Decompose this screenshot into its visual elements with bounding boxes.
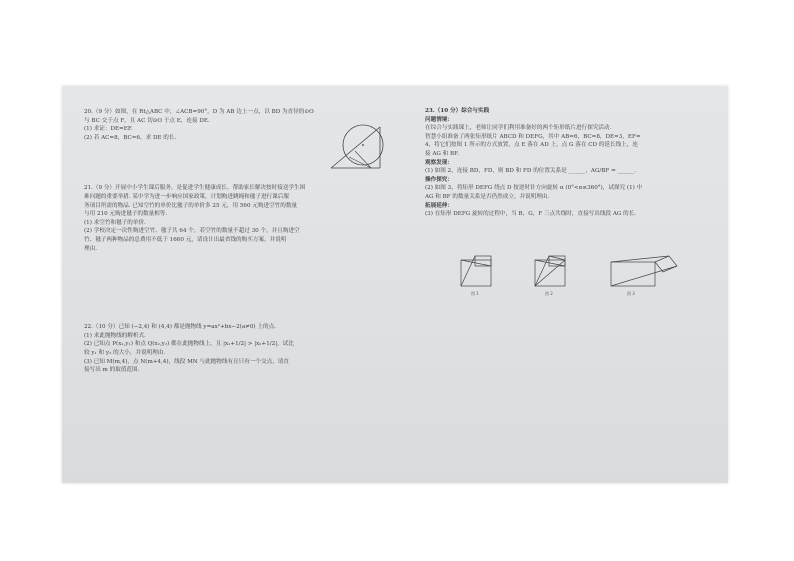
q23-heading: 问题情境：	[425, 116, 453, 123]
q23-line: 在综合与实践课上，老师让同学们利用准备好的两个矩形纸片进行探究活动.	[425, 125, 612, 132]
q20-line: 与 BC 交于点 F，且 AC 切⊙O 于点 E，连接 DE.	[84, 117, 210, 124]
q22-line: (3) 已知 M(m,4)，点 N(m+4,4)，线段 MN 与此抛物线有且只有一个交点，请直	[84, 358, 289, 365]
q21-line: (2) 学校决定一次性购进空竹、毽子共 64 个，若空竹的数量不超过 30 个，并且购进空	[84, 228, 300, 235]
q23-line: (2) 如图 3，将矩形 DEFG 绕点 D 按逆时针方向旋转 α (0°<α≤360°)，试探究 (1) 中	[425, 185, 643, 192]
q20-line: (1) 求证：DE=EF.	[84, 126, 133, 133]
q21-line: 理由.	[84, 245, 97, 252]
q23-line: 接 AG 和 BF.	[425, 150, 459, 157]
q22-line: (1) 求此抛物线的解析式.	[84, 332, 146, 339]
q23-figures	[453, 254, 693, 298]
q23-line: (1) 如图 2，连接 BD，FD，则 BD 和 FD 的位置关系是 ______，AG/BF = ______.	[425, 168, 637, 175]
q21-line: 务项目所需的物品. 已知空竹的单价比毽子的单价多 25 元，用 560 元购进空竹的数量	[84, 202, 298, 209]
figure-1	[461, 256, 491, 286]
question-21	[84, 184, 389, 253]
q21-line: 与用 210 元购进毽子的数量相等.	[84, 211, 168, 218]
q23-line: (3) 在矩形 DEFG 旋转的过程中，当 B，G，F 三点共线时，直接写出线段 AG 的长.	[425, 211, 637, 218]
q21-line: 难问题的重要举措. 某中学为进一步响应国家政策，计划购进跳绳和毽子进行课后服	[84, 193, 289, 200]
q21-line: (1) 求空竹和毽子的单价.	[84, 219, 146, 226]
q23-line: 23.（10 分）综合与实践	[425, 108, 490, 114]
q23-heading: 拓展延伸：	[425, 202, 453, 209]
figure-2	[535, 256, 565, 286]
q20-circle-figure	[325, 121, 389, 173]
figure-3-label: 图 3	[627, 291, 635, 296]
q22-line: 较 y₁ 和 y₂ 的大小，并说明理由.	[84, 349, 166, 356]
q23-line: AG 和 BF 的数量关系是否仍然成立，并说明理由.	[425, 193, 550, 200]
q22-line: 接写出 m 的取值范围.	[84, 367, 140, 374]
exam-sheet	[62, 86, 728, 483]
figure-3	[611, 256, 677, 286]
q22-line: 22.（10 分）已知 (−2,4) 和 (4,4) 都是抛物线 y=ax²+bx−2(a≠0) 上的点.	[84, 324, 276, 331]
q20-line: (2) 若 AC=8，BC=6，求 DE 的长.	[84, 134, 177, 141]
q21-line: 21.（9 分）开展中小学生课后服务，是促进学生健康成长、帮助家长解决按时接送学生困	[84, 185, 306, 192]
figure-2-label: 图 2	[545, 291, 553, 296]
question-22	[84, 323, 389, 375]
q21-line: 竹、毽子两种物品的总费用不低于 1660 元，请设计出最省钱的购买方案，并说明	[84, 236, 287, 243]
right-column	[425, 107, 725, 219]
figure-1-label: 图 1	[471, 291, 479, 296]
q20-line: 20.（9 分）如图，在 Rt△ABC 中，∠ACB=90°，D 为 AB 边上一点，以 BD 为直径的⊙O	[84, 109, 314, 115]
q23-heading: 观察发现：	[425, 159, 453, 166]
q23-line: 智慧小组准备了两张矩形纸片 ABCD 和 DEFG，其中 AB=6，BC=8，DE=3，EF=	[425, 133, 641, 140]
q23-line: 4，将它们按图 1 所示的方式放置，点 E 落在 AD 上，点 G 落在 CD 的延长线上，连	[425, 142, 638, 149]
q22-line: (2) 已知点 P(x₁,y₁) 和点 Q(x₂,y₂) 都在此抛物线上，且 |x₁+1/2| > |x₂+1/2|，试比	[84, 341, 294, 348]
q23-heading: 操作探究：	[425, 176, 453, 183]
